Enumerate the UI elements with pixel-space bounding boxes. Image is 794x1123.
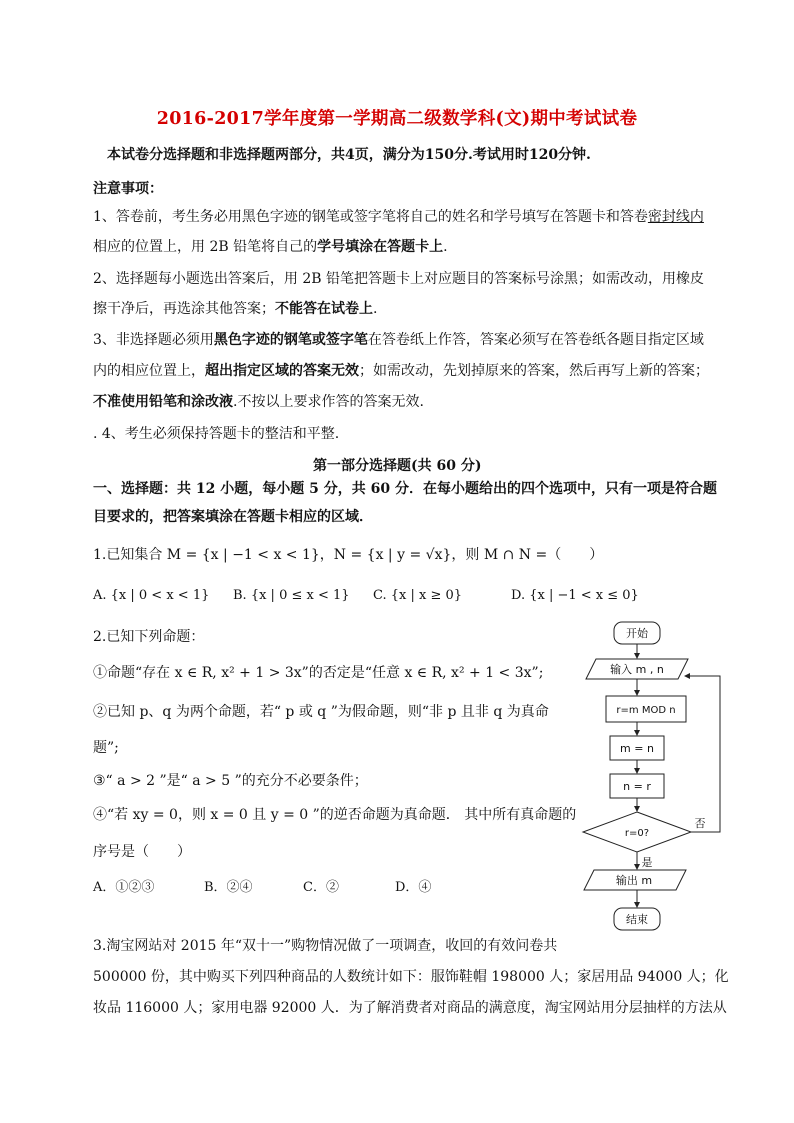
note-text: 擦干净后，再选涂其他答案；	[93, 301, 275, 317]
flow-assign-m-label: m = n	[620, 742, 654, 755]
question-2-statement-2: ②已知 p、q 为两个命题，若“ p 或 q ”为假命题，则“非 p 且非 q 为真命	[93, 704, 549, 720]
note-bold: 学号填涂在答题卡上	[317, 239, 444, 255]
flow-output-label: 输出 m	[615, 874, 653, 887]
part-1-heading: 第一部分选择题(共 60 分)	[313, 458, 482, 474]
question-2-statement-3: ③“ a > 2 ”是“ a > 5 ”的充分不必要条件；	[93, 773, 368, 789]
note-bold: 超出指定区域的答案无效	[205, 363, 359, 379]
note-text: .	[373, 301, 378, 317]
flow-mod-label: r=m MOD n	[616, 705, 676, 716]
question-1-option-b: B. {x | 0 ≤ x < 1}	[233, 588, 350, 603]
flow-assign-n-label: n = r	[623, 780, 651, 793]
question-2-statement-1: ①命题“存在 x ∈ R, x² + 1 > 3x”的否定是“任意 x ∈ R, x² + 1 < 3x”;	[93, 665, 544, 681]
question-1-option-d: D. {x | −1 < x ≤ 0}	[511, 588, 639, 603]
question-2-stem: 2.已知下列命题：	[93, 629, 205, 645]
note-text: .	[443, 239, 448, 255]
question-3-line-1: 3.淘宝网站对 2015 年“双十一”购物情况做了一项调查，收回的有效问卷共	[93, 938, 558, 954]
flow-loop-arrow	[685, 676, 720, 832]
note-2-line-1: 2、选择题每小题选出答案后，用 2B 铅笔把答题卡上对应题目的答案标号涂黑；如需改动，用橡皮	[93, 271, 705, 287]
note-1-line-2	[93, 238, 448, 256]
flow-no-label: 否	[694, 817, 706, 830]
exam-title: 2016-2017学年度第一学期高二级数学科(文)期中考试试卷	[156, 109, 638, 129]
part-1-instructions-line-2: 目要求的，把答案填涂在答题卡相应的区域．	[93, 509, 373, 525]
flow-start-label: 开始	[626, 627, 648, 640]
question-2-option-a: A．①②③	[93, 880, 155, 895]
note-bold: 黑色字迹的钢笔或签字笔	[213, 332, 368, 348]
question-1-option-a: A. {x | 0 < x < 1}	[93, 588, 210, 603]
question-2-option-b: B．②④	[204, 880, 253, 895]
notes-heading: 注意事项：	[93, 181, 163, 197]
note-3-line-3	[93, 393, 424, 411]
question-2-statement-2-cont: 题”;	[93, 740, 119, 756]
note-bold: 不能答在试卷上	[275, 301, 373, 317]
question-3-line-2: 500000 份，其中购买下列四种商品的人数统计如下：服饰鞋帽 198000 人；家居用品 94000 人；化	[93, 969, 729, 985]
note-text: 1、答卷前，考生务必用黑色字迹的钢笔或签字笔将自己的姓名和学号填写在答题卡和答卷	[93, 209, 648, 225]
note-2-line-2	[93, 300, 377, 318]
note-3-line-2	[93, 362, 709, 380]
note-text: 内的相应位置上，	[93, 363, 205, 379]
exam-intro: 本试卷分选择题和非选择题两部分，共4页，满分为150分.考试用时120分钟.	[107, 147, 591, 163]
flow-decision-label: r=0?	[624, 828, 650, 839]
part-1-instructions-line-1: 一、选择题：共 12 小题，每小题 5 分，共 60 分．在每小题给出的四个选项中，只有一项是符合题	[93, 481, 717, 497]
note-3-line-1	[93, 331, 704, 349]
question-2-option-c: C．②	[303, 880, 339, 895]
question-3-line-3: 妆品 116000 人；家用电器 92000 人．为了解消费者对商品的满意度，淘宝网站用分层抽样的方法从	[93, 1000, 727, 1016]
note-bold: 不准使用铅笔和涂改液	[93, 394, 233, 410]
flow-end-label: 结束	[626, 913, 648, 926]
question-1-stem: 1.已知集合 M = {x | −1 < x < 1}，N = {x | y = √x}，则 M ∩ N =（ ）	[93, 547, 604, 563]
question-1-option-c: C. {x | x ≥ 0}	[373, 588, 463, 603]
note-4: . 4、考生必须保持答题卡的整洁和平整.	[93, 426, 340, 442]
note-text: .不按以上要求作答的答案无效.	[233, 394, 424, 410]
note-underlined: 密封线内	[647, 209, 704, 225]
note-1-line-1	[93, 208, 704, 226]
flow-input-label: 输入 m , n	[610, 663, 664, 676]
question-2-statement-4: ④“若 xy = 0，则 x = 0 且 y = 0 ”的逆否命题为真命题． 其中所有真命题的	[93, 807, 577, 823]
flow-yes-label: 是	[641, 856, 653, 869]
algorithm-flowchart	[574, 618, 734, 938]
question-2-prompt: 序号是（ ）	[93, 844, 191, 860]
note-text: 相应的位置上，用 2B 铅笔将自己的	[93, 239, 318, 255]
note-text: 在答卷纸上作答，答案必须写在答卷纸各题目指定区域	[367, 332, 704, 348]
note-text: 3、非选择题必须用	[93, 332, 214, 348]
question-2-option-d: D．④	[395, 880, 432, 895]
note-text: ；如需改动，先划掉原来的答案，然后再写上新的答案；	[359, 363, 709, 379]
